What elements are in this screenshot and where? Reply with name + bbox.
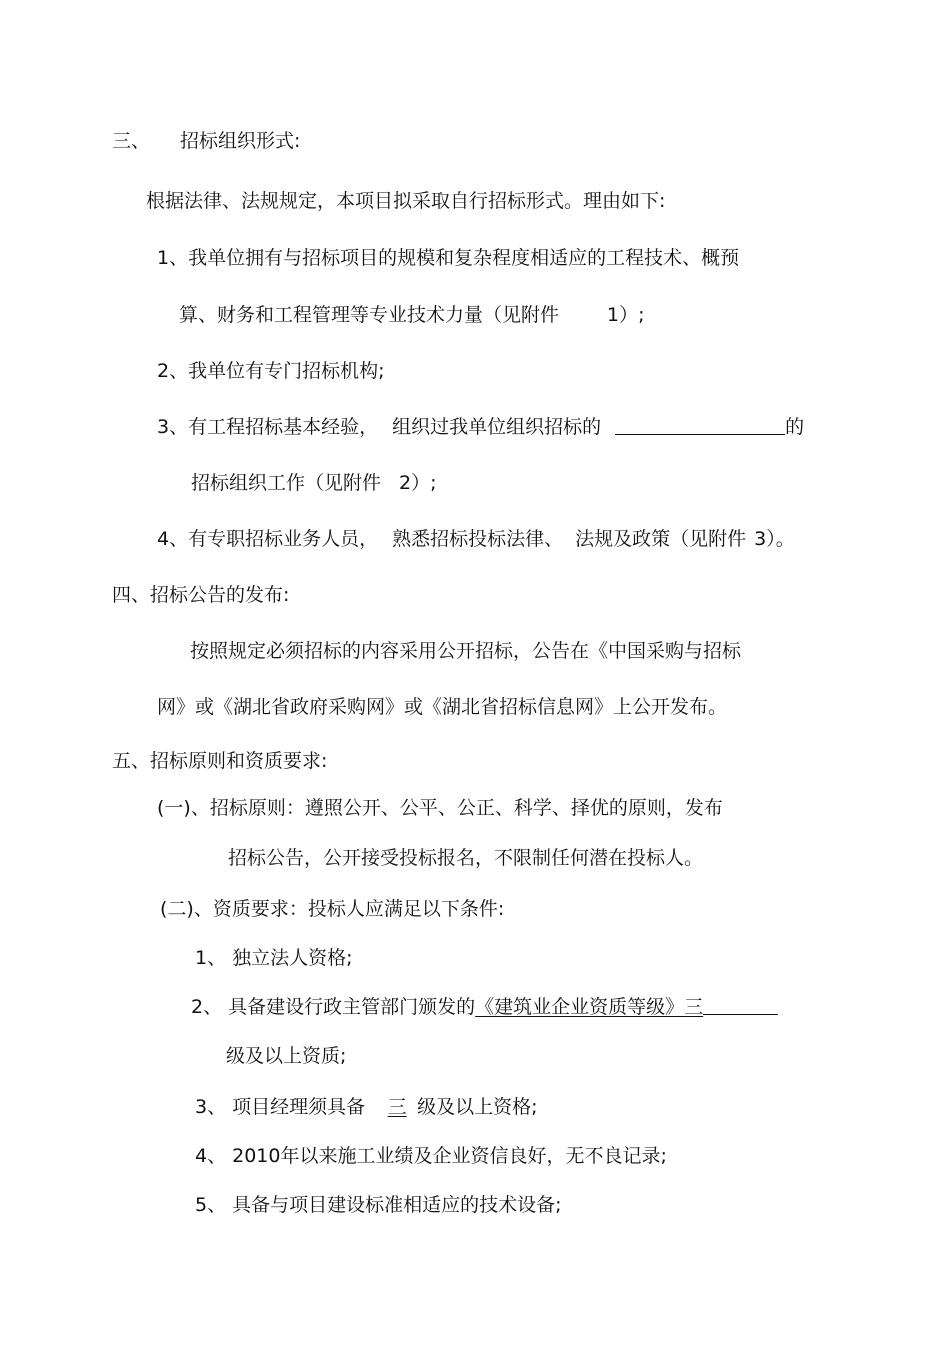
condition-3-suffix: 级及以上资格; [417,1096,538,1118]
reason-3-blank-line [615,414,785,435]
section4-paragraph-line-2: 网》或《湖北省政府采购网》或《湖北省招标信息网》上公开发布。 [157,696,728,718]
reason-4-text-a: 4、有专职招标业务人员， [157,528,379,550]
reason-4 [157,526,795,552]
reason-2: 2、我单位有专门招标机构; [157,360,385,382]
reason-3-text-c: 的 [785,416,805,438]
condition-1: 1、 独立法人资格; [195,947,353,969]
condition-4: 4、 2010年以来施工业绩及企业资信良好，无不良记录; [195,1145,667,1167]
qualification-heading: (二)、资质要求：投标人应满足以下条件: [160,898,505,920]
condition-2-line-1 [191,994,778,1020]
condition-2-line-2: 级及以上资质; [226,1045,347,1067]
principle-line-1: (一)、招标原则：遵照公开、公平、公正、科学、择优的原则，发布 [157,797,723,819]
section3-heading-number: 三、 [112,130,151,152]
reason-4-text-b: 熟悉招标投标法律、 [392,528,564,550]
section4-paragraph-line-1: 按照规定必须招标的内容采用公开招标，公告在《中国采购与招标 [190,640,742,662]
reason-3-attachment: 2）; [399,472,437,494]
reason-4-attachment: 3）。 [754,528,795,550]
section3-heading-text: 招标组织形式: [180,130,301,152]
condition-2-blank-line [703,994,778,1015]
condition-2-underlined-text: 《建筑业企业资质等级》三 [475,996,704,1018]
condition-3 [195,1094,538,1120]
section5-heading: 五、招标原则和资质要求: [112,750,328,772]
condition-5: 5、 具备与项目建设标准相适应的技术设备; [195,1194,562,1216]
section3-heading [112,128,300,154]
reason-1-line-1: 1、我单位拥有与招标项目的规模和复杂程度相适应的工程技术、概预 [157,247,740,269]
condition-3-level: 三 [387,1096,407,1118]
reason-3-text-a: 3、有工程招标基本经验， [157,416,379,438]
reason-1-line-2 [179,302,645,328]
principle-line-2: 招标公告，公开接受投标报名，不限制任何潜在投标人。 [228,847,704,869]
reason-4-text-c: 法规及政策（见附件 [575,528,747,550]
reason-3-line-1 [157,414,804,440]
reason-3-text-b: 组织过我单位组织招标的 [392,416,602,438]
reason-3-line-2 [191,470,437,496]
condition-3-text: 3、 项目经理须具备 [195,1096,366,1118]
reason-1-attachment: 1）; [607,304,645,326]
reason-3-text-d: 招标组织工作（见附件 [191,472,382,494]
section3-intro: 根据法律、法规规定，本项目拟采取自行招标形式。理由如下: [146,190,666,212]
condition-2-text: 2、 具备建设行政主管部门颁发的 [191,996,476,1018]
section4-heading: 四、招标公告的发布: [112,584,290,606]
reason-1-text: 算、财务和工程管理等专业技术力量（见附件 [179,304,560,326]
